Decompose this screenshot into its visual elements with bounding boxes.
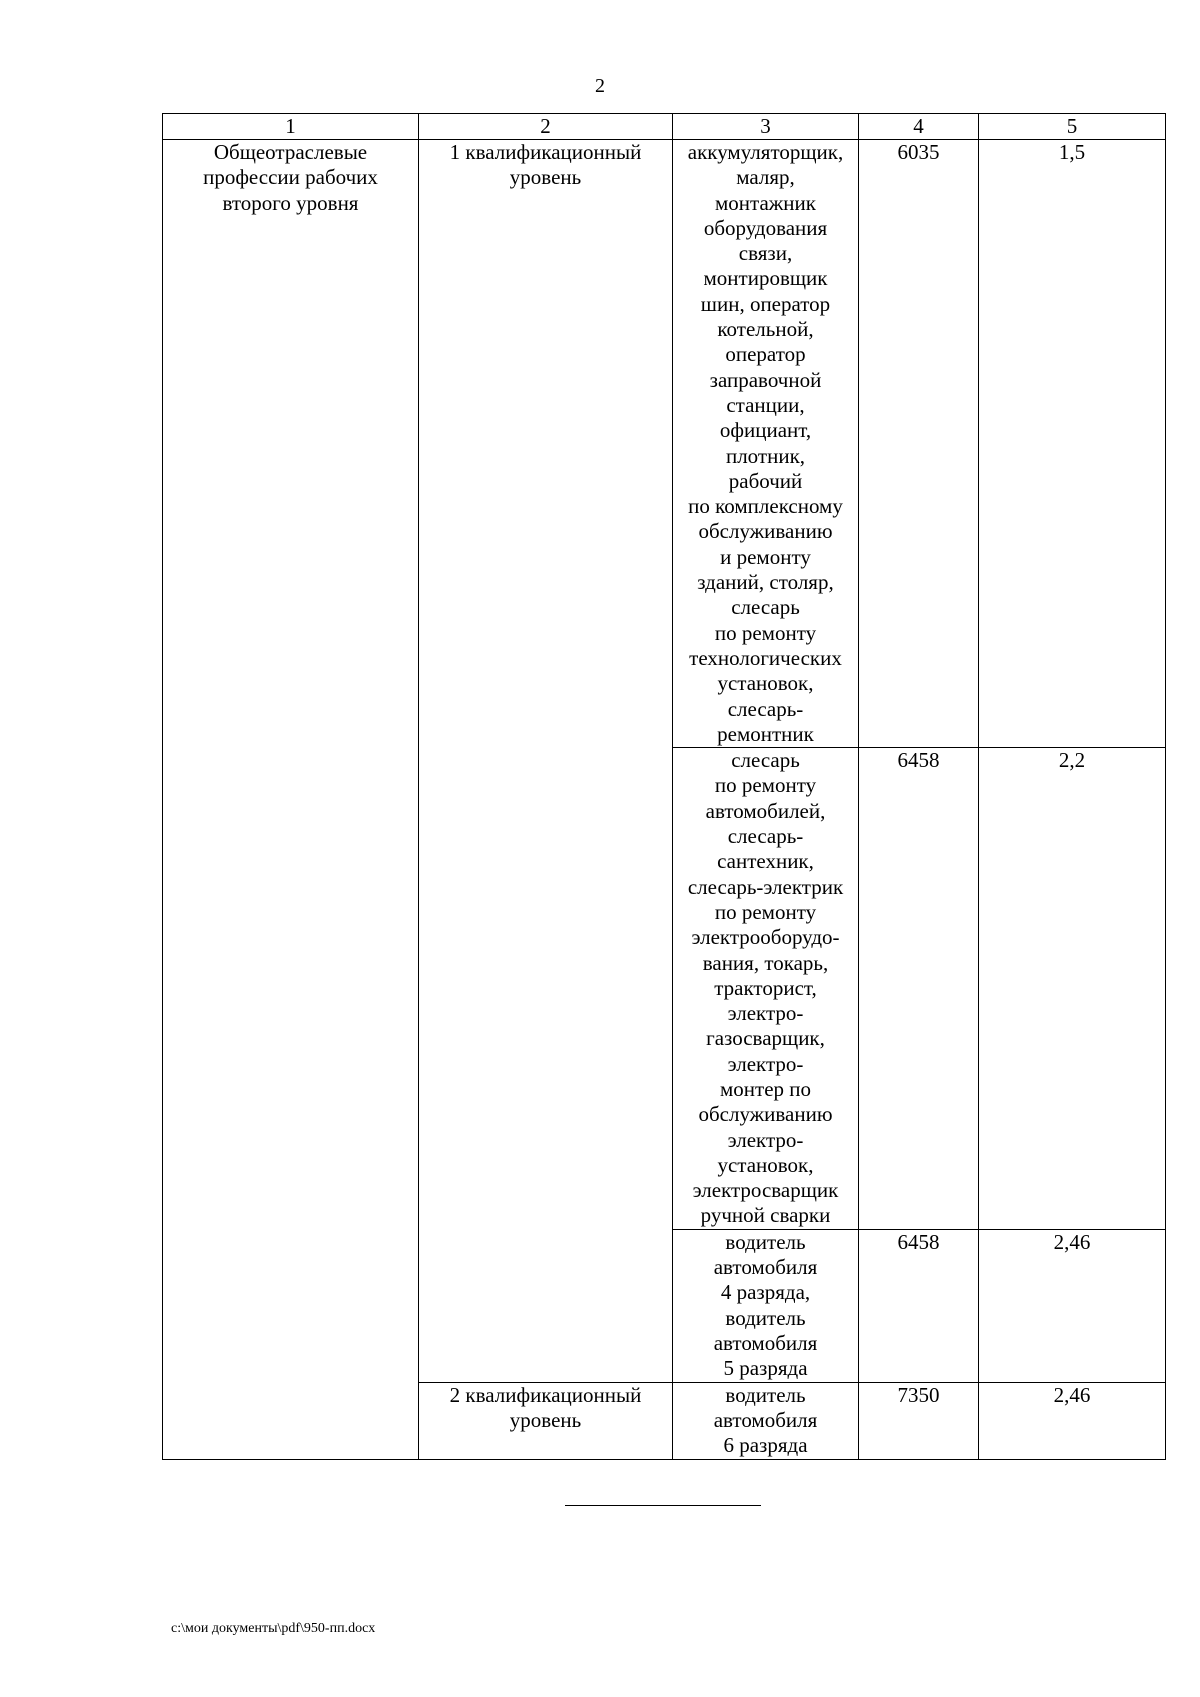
footer-file-path: c:\мои документы\pdf\950-пп.docx [171,1621,376,1636]
end-separator-line [565,1505,761,1506]
header-cell-5: 5 [979,114,1166,140]
qualification-level-2-cell: 2 квалификационный уровень [419,1382,673,1459]
page-number: 2 [595,75,605,97]
positions-cell: водитель автомобиля 6 разряда [673,1382,859,1459]
professional-group-cell: Общеотраслевые профессии рабочих второго уровня [163,140,419,1460]
positions-cell: аккумуляторщик, маляр, монтажник оборудования связи, монтировщик шин, оператор котельной, оператор заправочной станции, официант, плотник, рабочий по комплексному обслуживанию и ремонту зданий, столяр, слесарь по ремонту технологических установок, слесарь- ремонтник [673,140,859,748]
qualification-level-1-cell: 1 квалификационный уровень [419,140,673,1383]
positions-cell: слесарь по ремонту автомобилей, слесарь- сантехник, слесарь-электрик по ремонту электрооборудо- вания, токарь, тракторист, электро- газосварщик, электро- монтер по обслуживанию электро- установок, электросварщик ручной сварки [673,748,859,1230]
table-row [163,140,1166,748]
header-cell-1: 1 [163,114,419,140]
table-header-row [163,114,1166,140]
positions-cell: водитель автомобиля 4 разряда, водитель автомобиля 5 разряда [673,1229,859,1382]
salary-cell: 6458 [859,748,979,1230]
coefficient-cell: 2,46 [979,1229,1166,1382]
header-cell-4: 4 [859,114,979,140]
header-cell-3: 3 [673,114,859,140]
salary-cell: 6035 [859,140,979,748]
qualification-table [162,113,1166,1460]
coefficient-cell: 2,46 [979,1382,1166,1459]
salary-cell: 6458 [859,1229,979,1382]
salary-cell: 7350 [859,1382,979,1459]
coefficient-cell: 1,5 [979,140,1166,748]
coefficient-cell: 2,2 [979,748,1166,1230]
header-cell-2: 2 [419,114,673,140]
